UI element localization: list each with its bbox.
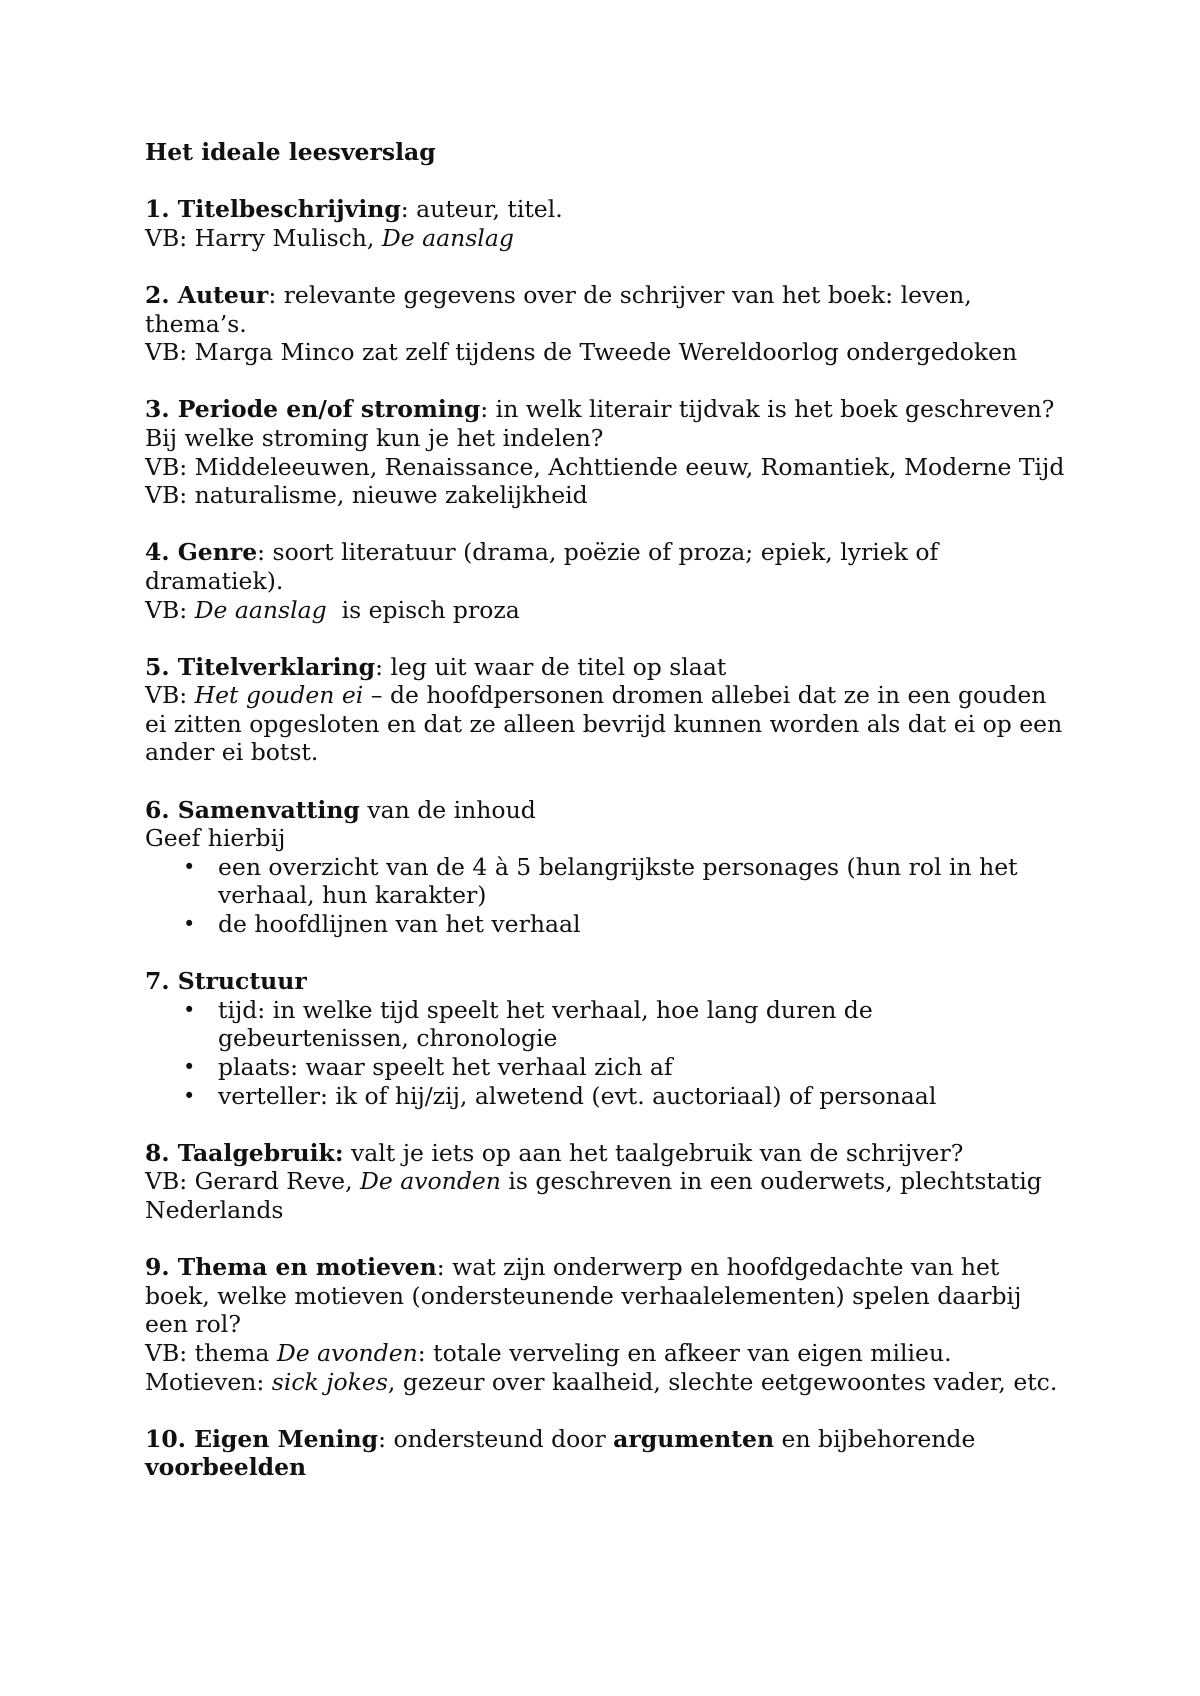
section-number: 10. [145, 1424, 195, 1453]
section-number: 3. [145, 395, 178, 424]
section-heading: Genre [177, 538, 258, 567]
section-heading-line [145, 796, 1065, 825]
list-item [145, 1053, 1065, 1082]
example-book-title: De aanslag [381, 223, 514, 252]
section-heading-line [145, 281, 1065, 338]
example-prefix: VB: Gerard Reve, [145, 1167, 361, 1196]
section-heading: Titelverklaring [177, 652, 376, 681]
section-description: : soort literatuur (drama, poëzie of proza; epiek, lyriek of dramatiek). [145, 538, 939, 595]
motives-suffix: , gezeur over kaalheid, slechte eetgewoontes vader, etc. [387, 1367, 1058, 1396]
bullet-icon: • [183, 997, 196, 1022]
emphasis-argumenten: argumenten [613, 1424, 775, 1453]
list-item [145, 853, 1065, 910]
example-line [145, 1339, 1065, 1368]
list-item [145, 1082, 1065, 1111]
motives-italic: sick jokes [271, 1367, 388, 1396]
section-number: 4. [145, 538, 178, 567]
list-item-text: de hoofdlijnen van het verhaal [218, 910, 581, 939]
section-number: 1. [145, 195, 178, 224]
bullet-icon: • [183, 854, 196, 879]
example-line [145, 224, 1065, 253]
section-number: 8. [145, 1138, 178, 1167]
section-description: : in welk literair tijdvak is het boek geschreven? Bij welke stroming kun je het indelen? [145, 395, 1055, 452]
bullet-icon: • [183, 912, 196, 937]
section-heading: Thema en motieven [177, 1253, 437, 1282]
list-item-text: tijd: in welke tijd speelt het verhaal, hoe lang duren de gebeurtenissen, chronologie [218, 995, 873, 1053]
example-prefix: VB: Harry Mulisch, [145, 223, 382, 252]
section-number: 2. [145, 280, 178, 309]
section-taalgebruik [145, 1139, 1065, 1225]
example-line [145, 1167, 1065, 1224]
list-item [145, 910, 1065, 939]
section-number: 6. [145, 795, 178, 824]
section-heading-line [145, 1425, 1065, 1482]
document-page [145, 138, 1065, 1511]
example-prefix: VB: [145, 595, 195, 624]
motives-prefix: Motieven: [145, 1367, 272, 1396]
example-prefix: VB: thema [145, 1338, 277, 1367]
section-titelbeschrijving [145, 195, 1065, 252]
example-suffix: : totale verveling en afkeer van eigen milieu. [417, 1338, 952, 1367]
section-heading-line [145, 538, 1065, 595]
section-heading-line [145, 967, 1065, 996]
section-number: 5. [145, 652, 178, 681]
emphasis-voorbeelden: voorbeelden [145, 1453, 307, 1482]
example-book-title: Het gouden ei [194, 681, 364, 710]
section-heading: Auteur [177, 280, 269, 309]
section-description-continued: en bijbehorende [774, 1424, 976, 1453]
section-number: 7. [145, 967, 178, 996]
example-line: VB: naturalisme, nieuwe zakelijkheid [145, 481, 588, 510]
section-heading: Taalgebruik: [177, 1138, 344, 1167]
example-suffix: – de hoofdpersonen dromen allebei dat ze in een gouden ei zitten opgesloten en dat ze alleen bevrijd kunnen worden als dat ei op een ander ei botst. [145, 681, 1063, 767]
section-number: 9. [145, 1253, 178, 1282]
section-heading-line [145, 395, 1065, 452]
section-description: van de inhoud [359, 795, 536, 824]
section-description: : wat zijn onderwerp en hoofdgedachte van het boek, welke motieven (ondersteunende verhaalelementen) spelen daarbij een rol? [145, 1253, 1022, 1339]
section-samenvatting [145, 796, 1065, 939]
section-description: : ondersteund door [378, 1424, 614, 1453]
list-item-text: plaats: waar speelt het verhaal zich af [218, 1053, 673, 1081]
example-suffix: is geschreven in een ouderwets, plechtstatig Nederlands [145, 1167, 1042, 1224]
bullet-list [145, 853, 1065, 939]
list-item-text: een overzicht van de 4 à 5 belangrijkste personages (hun rol in het verhaal, hun karakter) [218, 852, 1018, 910]
list-item [145, 996, 1065, 1053]
example-line: VB: Marga Minco zat zelf tijdens de Tweede Wereldoorlog ondergedoken [145, 338, 1018, 367]
example-suffix: is episch proza [326, 595, 520, 624]
document-title: Het ideale leesverslag [145, 138, 436, 166]
bullet-icon: • [183, 1055, 196, 1079]
section-description: : relevante gegevens over de schrijver van het boek: leven, thema’s. [145, 280, 972, 338]
section-heading-line [145, 1139, 1065, 1168]
section-heading-line [145, 653, 1065, 682]
section-intro: Geef hierbij [145, 824, 286, 853]
section-description: valt je iets op aan het taalgebruik van de schrijver? [343, 1138, 964, 1167]
motives-line [145, 1368, 1065, 1397]
section-heading: Samenvatting [177, 795, 360, 824]
section-heading: Periode en/of stroming [177, 395, 481, 424]
section-heading: Eigen Mening [194, 1424, 379, 1453]
example-line [145, 681, 1065, 767]
section-heading-line [145, 1253, 1065, 1339]
section-eigen-mening [145, 1425, 1065, 1482]
section-auteur [145, 281, 1065, 367]
example-line: VB: Middeleeuwen, Renaissance, Achttiende eeuw, Romantiek, Moderne Tijd [145, 452, 1065, 481]
section-genre [145, 538, 1065, 624]
section-description: : auteur, titel. [400, 195, 563, 224]
section-description: : leg uit waar de titel op slaat [375, 652, 727, 681]
section-heading: Titelbeschrijving [177, 195, 401, 224]
section-heading-line [145, 195, 1065, 224]
bullet-list [145, 996, 1065, 1110]
bullet-icon: • [183, 1083, 196, 1108]
example-book-title: De avonden [360, 1167, 501, 1196]
section-structuur [145, 967, 1065, 1110]
section-titelverklaring [145, 653, 1065, 767]
section-thema [145, 1253, 1065, 1396]
example-prefix: VB: [145, 681, 195, 710]
example-book-title: De avonden [276, 1338, 418, 1367]
section-heading: Structuur [177, 967, 307, 996]
example-line [145, 596, 1065, 625]
section-periode [145, 395, 1065, 509]
list-item-text: verteller: ik of hij/zij, alwetend (evt. auctoriaal) of personaal [218, 1081, 937, 1110]
example-book-title: De aanslag [194, 595, 327, 624]
